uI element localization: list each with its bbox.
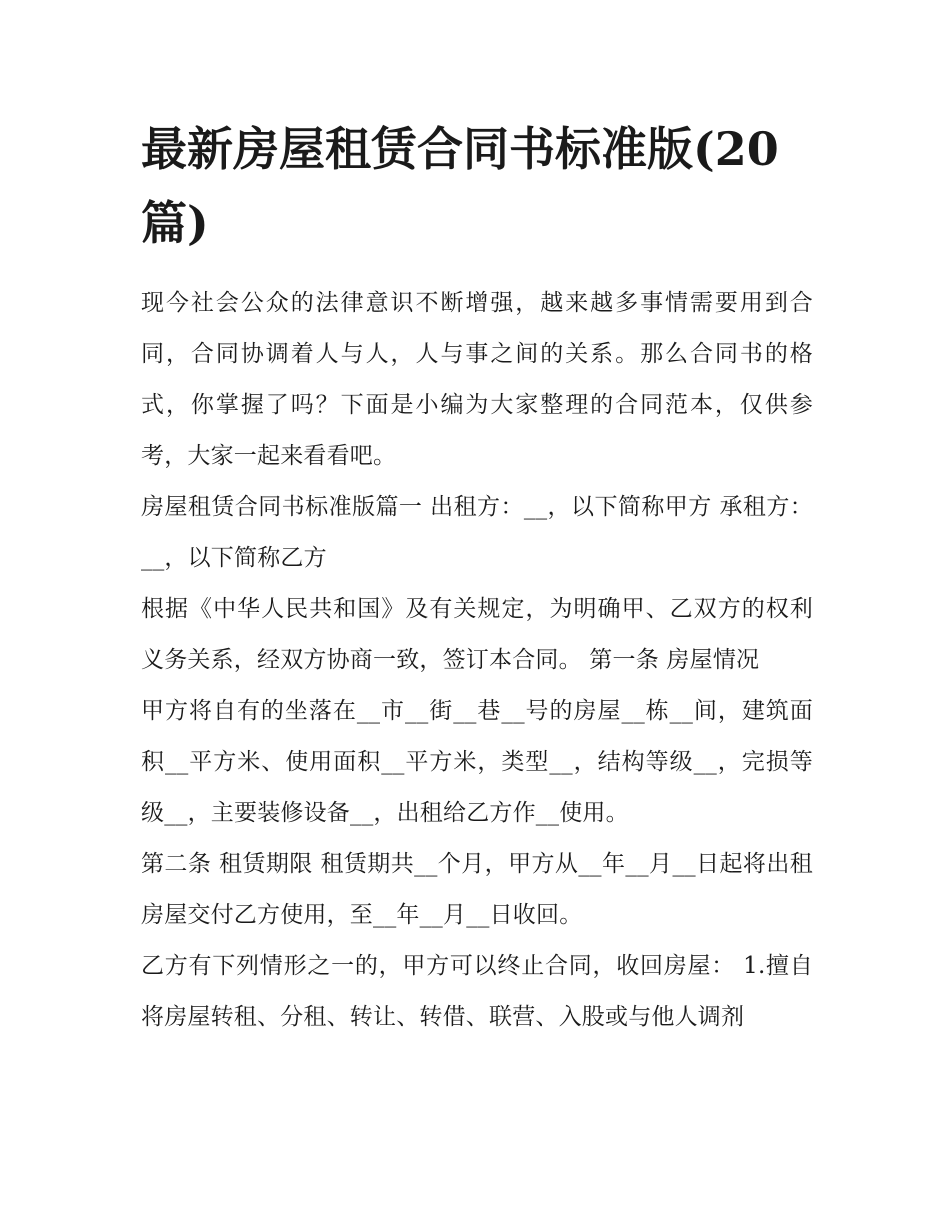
paragraph-termination: 乙方有下列情形之一的，甲方可以终止合同，收回房屋： 1.擅自将房屋转租、分租、转让、转借、联营、入股或与他人调剂 bbox=[141, 953, 813, 1030]
paragraph-house-info: 甲方将自有的坐落在__市__街__巷__号的房屋__栋__间，建筑面积__平方米、使用面积__平方米，类型__，结构等级__，完损等级__，主要装修设备__，出租给乙方作__使用。 bbox=[141, 698, 813, 826]
document-title: 最新房屋租赁合同书标准版(20篇) bbox=[141, 122, 779, 250]
paragraph-parties: 房屋租赁合同书标准版篇一 出租方：__，以下简称甲方 承租方：__，以下简称乙方 bbox=[141, 494, 813, 571]
document-page bbox=[141, 112, 813, 1043]
paragraph-intro: 现今社会公众的法律意识不断增强，越来越多事情需要用到合同，合同协调着人与人，人与事之间的关系。那么合同书的格式，你掌握了吗？下面是小编为大家整理的合同范本，仅供参考，大家一起来看看吧。 bbox=[141, 290, 813, 469]
paragraph-lease-term: 第二条 租赁期限 租赁期共__个月，甲方从__年__月__日起将出租房屋交付乙方使用，至__年__月__日收回。 bbox=[141, 851, 813, 928]
paragraph-basis: 根据《中华人民共和国》及有关规定，为明确甲、乙双方的权利义务关系，经双方协商一致，签订本合同。 第一条 房屋情况 bbox=[141, 596, 813, 673]
